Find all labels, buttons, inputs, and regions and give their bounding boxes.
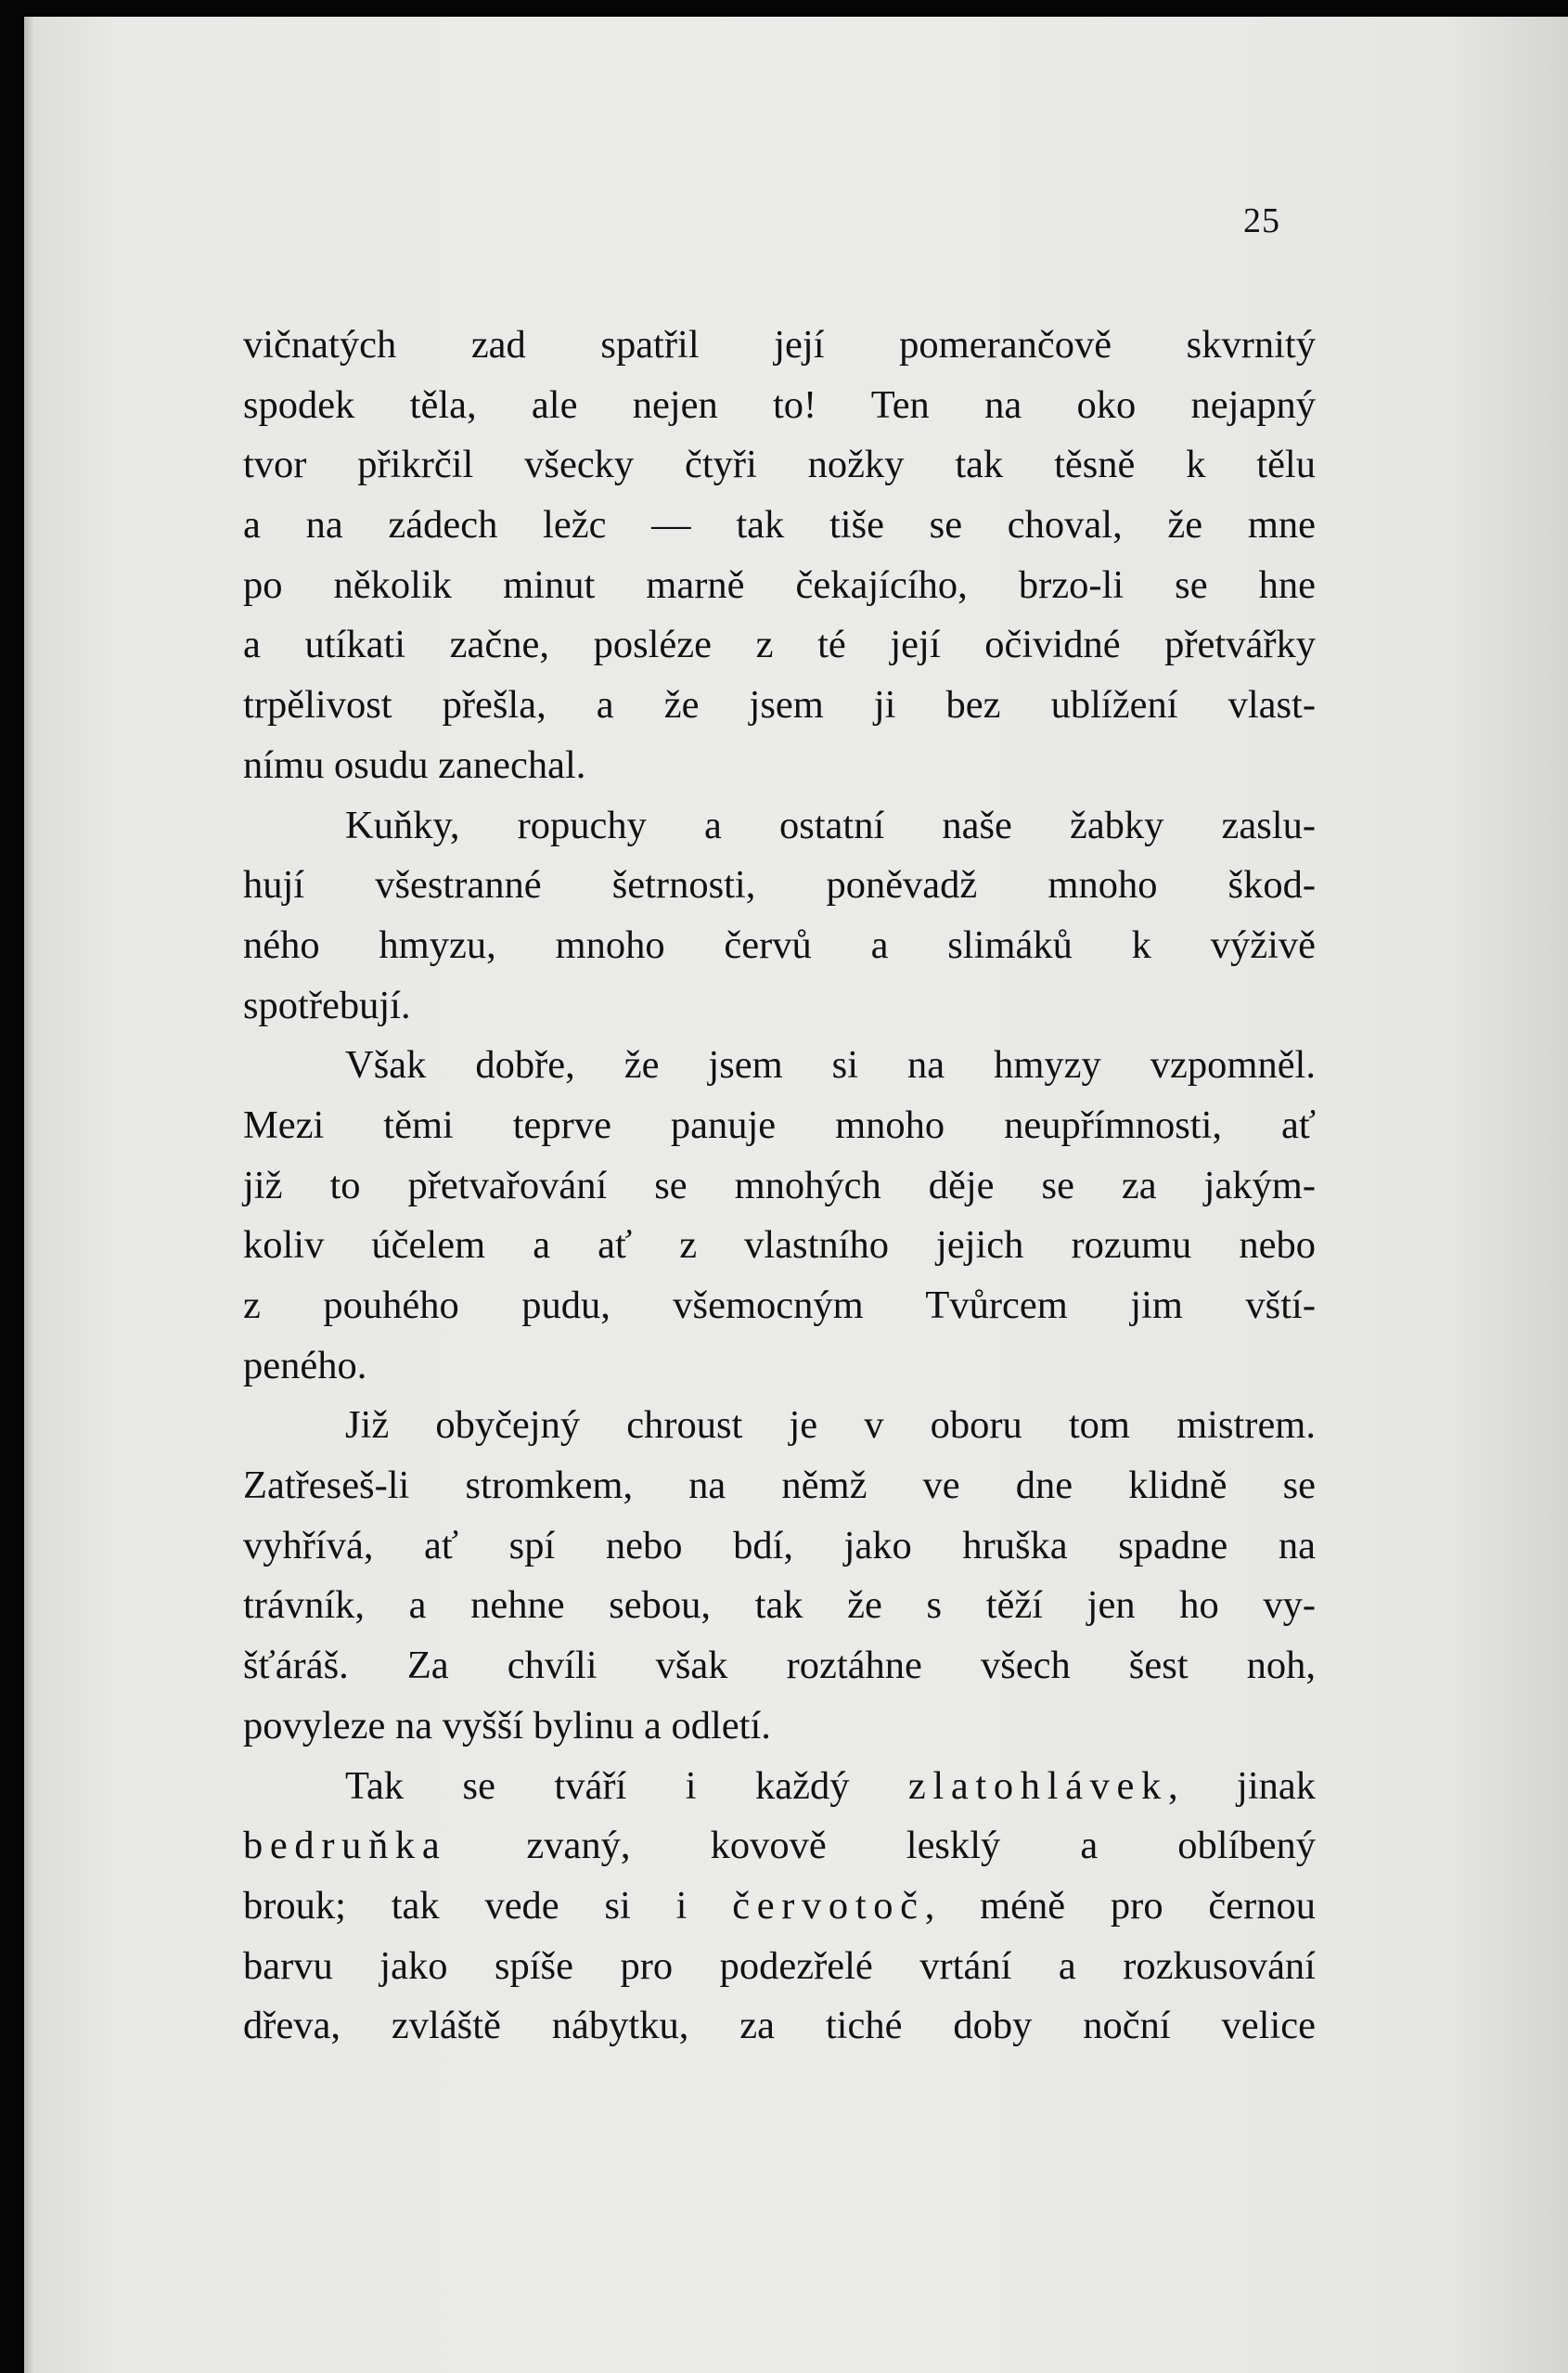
text-line: Mezi těmi teprve panuje mnoho neupřímnosti, ať [243, 1103, 1316, 1147]
emphasis-zlatohlavek: zlatohlávek [907, 1763, 1168, 1808]
text-line: dřeva, zvláště nábytku, za tiché doby noční velice [243, 2004, 1316, 2048]
text-line: vyhřívá, ať spí nebo bdí, jako hruška spadne na [243, 1523, 1316, 1567]
text-line: ného hmyzu, mnoho červů a slimáků k výživě [243, 922, 1316, 967]
text-line: koliv účelem a ať z vlastního jejich rozumu nebo [243, 1223, 1316, 1268]
text-line: po několik minut marně čekajícího, brzo-li se hne [243, 562, 1316, 607]
text-line: šťáráš. Za chvíli však roztáhne všech šest noh, [243, 1644, 1316, 1688]
text-line: a na zádech ležc — tak tiše se choval, že mne [243, 503, 1316, 548]
text-line: nímu osudu zanechal. [243, 742, 586, 787]
text-line: z pouhého pudu, všemocným Tvůrcem jim vští- [243, 1283, 1316, 1327]
text-line: již to přetvařování se mnohých děje se za jakým- [243, 1163, 1316, 1207]
text-line: hují všestranné šetrnosti, poněvadž mnoho škod- [243, 863, 1316, 908]
text-line: vičnatých zad spatřil její pomerančově skvrnitý [243, 323, 1316, 367]
text-line: Kuňky, ropuchy a ostatní naše žabky zaslu- [345, 803, 1316, 847]
text-line: peného. [243, 1343, 367, 1387]
page-edge-shadow [24, 17, 35, 2373]
text-line: tvor přikrčil všecky čtyři nožky tak těsně k tělu [243, 443, 1316, 487]
emphasis-cervotoc: červotoč [732, 1883, 925, 1928]
text-line: Zatřeseš-li stromkem, na němž ve dne klidně se [243, 1464, 1316, 1508]
body-text [243, 316, 1316, 2057]
text-line: brouk; tak vede si i červotoč, méně pro černou [243, 1883, 1316, 1928]
text-line: a utíkati začne, posléze z té její očividné přetvářky [243, 623, 1316, 667]
emphasis-bedrunka: bedruňka [243, 1824, 447, 1868]
text-line: spodek těla, ale nejen to! Ten na oko nejapný [243, 382, 1316, 427]
page-number: 25 [1243, 201, 1280, 240]
text-line: Již obyčejný chroust je v oboru tom mistrem. [345, 1403, 1316, 1448]
text-line: trpělivost přešla, a že jsem ji bez ublížení vlast- [243, 683, 1316, 728]
text-line: Tak se tváří i každý zlatohlávek, jinak [345, 1763, 1316, 1808]
text-line: barvu jako spíše pro podezřelé vrtání a rozkusování [243, 1943, 1316, 1988]
text-line: trávník, a nehne sebou, tak že s těží jen ho vy- [243, 1583, 1316, 1628]
text-line: povyleze na vyšší bylinu a odletí. [243, 1703, 771, 1748]
book-page [24, 17, 1568, 2373]
text-line: bedruňka zvaný, kovově lesklý a oblíbený [243, 1824, 1316, 1868]
text-line: Však dobře, že jsem si na hmyzy vzpomněl. [345, 1043, 1316, 1088]
text-line: spotřebují. [243, 983, 411, 1027]
